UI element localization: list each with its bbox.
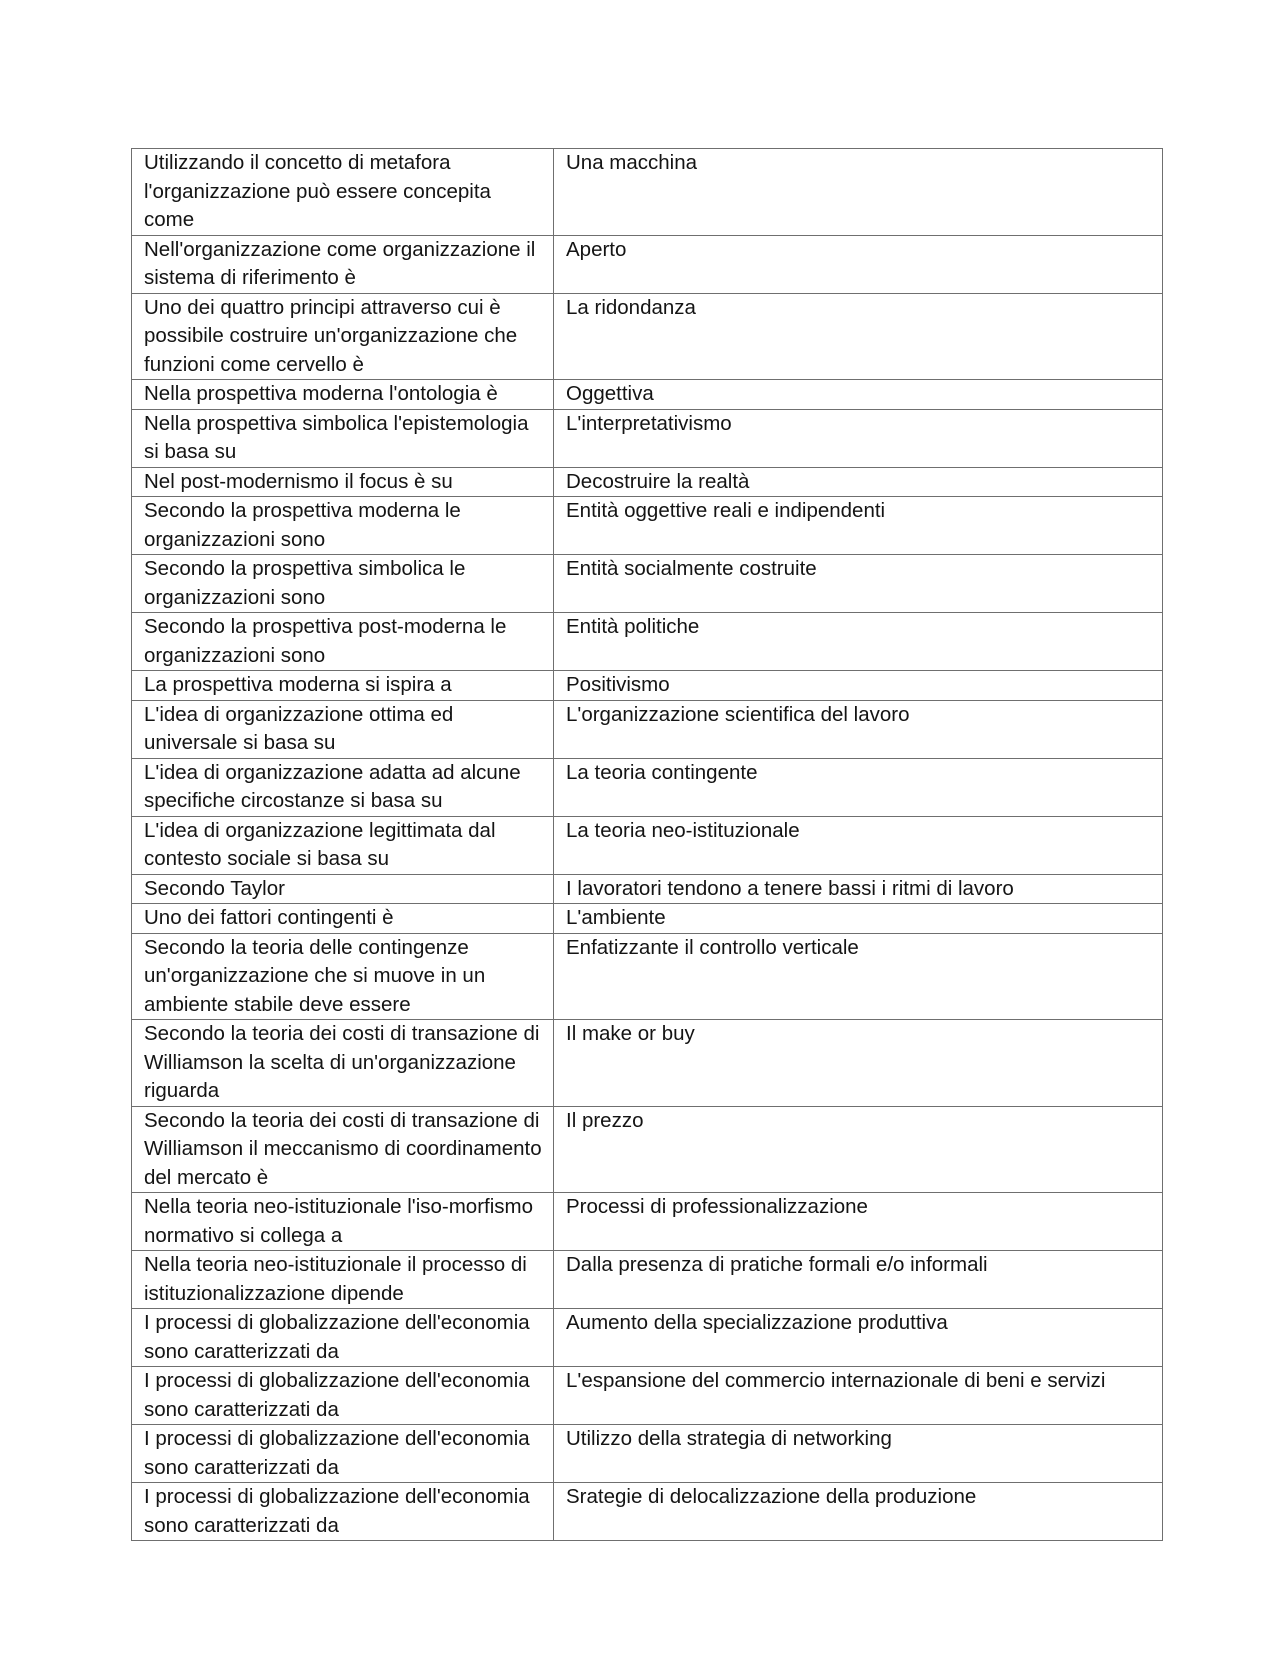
table-row [132,1425,1163,1483]
table-row [132,409,1163,467]
answer-cell: L'ambiente [554,904,1163,934]
question-cell: Uno dei fattori contingenti è [132,904,554,934]
table-row [132,1483,1163,1541]
answer-cell: Entità oggettive reali e indipendenti [554,497,1163,555]
question-cell: L'idea di organizzazione ottima ed universale si basa su [132,700,554,758]
question-cell: Secondo la teoria delle contingenze un'organizzazione che si muove in un ambiente stabile deve essere [132,933,554,1020]
answer-cell: Entità politiche [554,613,1163,671]
table-row [132,235,1163,293]
answer-cell: Aperto [554,235,1163,293]
question-cell: Nell'organizzazione come organizzazione il sistema di riferimento è [132,235,554,293]
table-row [132,149,1163,236]
answer-cell: L'organizzazione scientifica del lavoro [554,700,1163,758]
answer-cell: La teoria contingente [554,758,1163,816]
answer-cell: Processi di professionalizzazione [554,1193,1163,1251]
table-row [132,380,1163,410]
table-body [132,149,1163,1541]
table-row [132,555,1163,613]
answer-cell: L'espansione del commercio internazionale di beni e servizi [554,1367,1163,1425]
answer-cell: Il make or buy [554,1020,1163,1107]
question-answer-table [131,148,1163,1541]
answer-cell: Una macchina [554,149,1163,236]
question-cell: Nel post-modernismo il focus è su [132,467,554,497]
table-row [132,1251,1163,1309]
answer-cell: Positivismo [554,671,1163,701]
table-row [132,467,1163,497]
answer-cell: Dalla presenza di pratiche formali e/o informali [554,1251,1163,1309]
answer-cell: Srategie di delocalizzazione della produzione [554,1483,1163,1541]
question-cell: I processi di globalizzazione dell'economia sono caratterizzati da [132,1483,554,1541]
answer-cell: Enfatizzante il controllo verticale [554,933,1163,1020]
table-row [132,700,1163,758]
table-row [132,293,1163,380]
question-cell: Secondo Taylor [132,874,554,904]
table-row [132,1367,1163,1425]
question-cell: Secondo la prospettiva simbolica le organizzazioni sono [132,555,554,613]
table-row [132,874,1163,904]
table-row [132,1193,1163,1251]
question-cell: Utilizzando il concetto di metafora l'organizzazione può essere concepita come [132,149,554,236]
question-cell: L'idea di organizzazione legittimata dal contesto sociale si basa su [132,816,554,874]
question-cell: Uno dei quattro principi attraverso cui è possibile costruire un'organizzazione che funzioni come cervello è [132,293,554,380]
answer-cell: La ridondanza [554,293,1163,380]
question-cell: I processi di globalizzazione dell'economia sono caratterizzati da [132,1309,554,1367]
question-cell: Nella teoria neo-istituzionale il processo di istituzionalizzazione dipende [132,1251,554,1309]
table-row [132,1020,1163,1107]
question-cell: I processi di globalizzazione dell'economia sono caratterizzati da [132,1367,554,1425]
answer-cell: L'interpretativismo [554,409,1163,467]
table-row [132,1106,1163,1193]
table-row [132,904,1163,934]
answer-cell: Aumento della specializzazione produttiva [554,1309,1163,1367]
table-row [132,1309,1163,1367]
answer-cell: La teoria neo-istituzionale [554,816,1163,874]
question-cell: L'idea di organizzazione adatta ad alcune specifiche circostanze si basa su [132,758,554,816]
question-cell: Secondo la teoria dei costi di transazione di Williamson la scelta di un'organizzazione riguarda [132,1020,554,1107]
table-row [132,933,1163,1020]
answer-cell: Decostruire la realtà [554,467,1163,497]
answer-cell: Il prezzo [554,1106,1163,1193]
question-cell: Secondo la teoria dei costi di transazione di Williamson il meccanismo di coordinamento del mercato è [132,1106,554,1193]
question-cell: La prospettiva moderna si ispira a [132,671,554,701]
answer-cell: Utilizzo della strategia di networking [554,1425,1163,1483]
table-row [132,613,1163,671]
table-row [132,758,1163,816]
table-row [132,497,1163,555]
table-row [132,671,1163,701]
answer-cell: Oggettiva [554,380,1163,410]
table-row [132,816,1163,874]
question-cell: Secondo la prospettiva moderna le organizzazioni sono [132,497,554,555]
question-cell: Nella prospettiva moderna l'ontologia è [132,380,554,410]
answer-cell: I lavoratori tendono a tenere bassi i ritmi di lavoro [554,874,1163,904]
answer-cell: Entità socialmente costruite [554,555,1163,613]
question-cell: Nella teoria neo-istituzionale l'iso-morfismo normativo si collega a [132,1193,554,1251]
question-cell: I processi di globalizzazione dell'economia sono caratterizzati da [132,1425,554,1483]
question-cell: Secondo la prospettiva post-moderna le organizzazioni sono [132,613,554,671]
question-cell: Nella prospettiva simbolica l'epistemologia si basa su [132,409,554,467]
